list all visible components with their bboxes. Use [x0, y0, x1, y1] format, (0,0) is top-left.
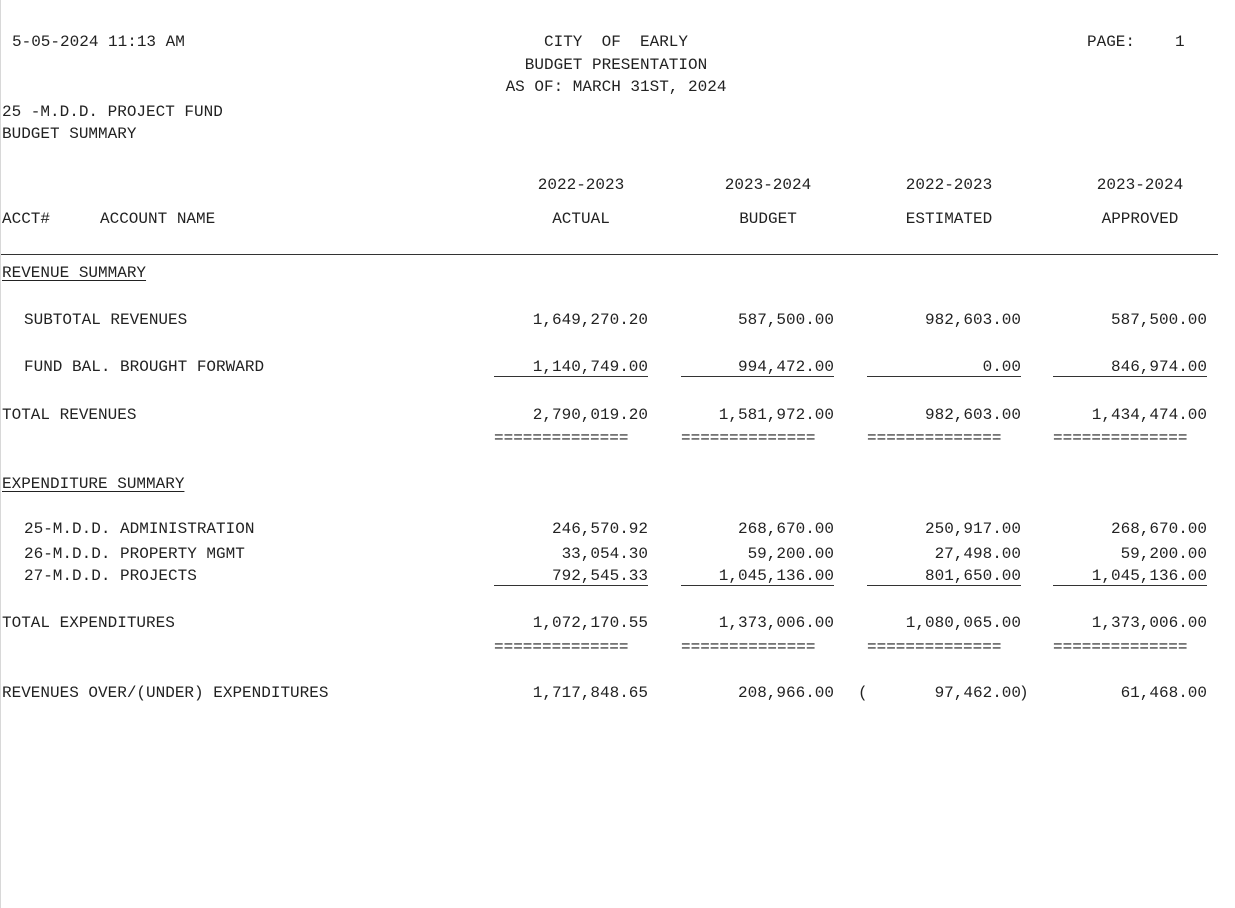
- total-revenues-approved: 1,434,474.00: [1091, 406, 1207, 424]
- budget-summary-label: BUDGET SUMMARY: [2, 125, 137, 143]
- expenditure-row-actual: 246,570.92: [551, 520, 648, 538]
- net-label: REVENUES OVER/(UNDER) EXPENDITURES: [2, 684, 329, 702]
- expenditure-row-approved: 268,670.00: [1110, 520, 1207, 538]
- total-revenues-double-rule: ==============: [494, 429, 629, 447]
- total-revenues-estimated: 982,603.00: [924, 406, 1021, 424]
- total-expenditures-label: TOTAL EXPENDITURES: [2, 614, 175, 632]
- expenditure-row-approved: 1,045,136.00: [1053, 566, 1207, 586]
- subtotal-revenues-estimated: 982,603.00: [924, 311, 1021, 329]
- expenditure-row-budget: 1,045,136.00: [681, 566, 834, 586]
- column-year-approved: 2023-2024: [1096, 176, 1184, 194]
- page-number: 1: [1175, 33, 1185, 51]
- total-expenditures-budget: 1,373,006.00: [718, 614, 834, 632]
- column-year-estimated: 2022-2023: [905, 176, 993, 194]
- fund-balance-label: FUND BAL. BROUGHT FORWARD: [24, 358, 265, 376]
- header-divider: [1, 254, 1218, 255]
- net-estimated-close-paren: ): [1019, 684, 1029, 702]
- total-expenditures-double-rule: ==============: [867, 638, 1002, 656]
- fund-balance-budget: 994,472.00: [681, 357, 834, 377]
- total-revenues-double-rule: ==============: [681, 429, 816, 447]
- expenditure-row-label: 25-M.D.D. ADMINISTRATION: [24, 520, 255, 538]
- net-actual: 1,717,848.65: [532, 684, 648, 702]
- fund-balance-approved: 846,974.00: [1053, 357, 1207, 377]
- expenditure-row-budget: 268,670.00: [737, 520, 834, 538]
- column-year-actual: 2022-2023: [537, 176, 625, 194]
- total-revenues-double-rule: ==============: [867, 429, 1002, 447]
- expenditure-row-approved: 59,200.00: [1120, 545, 1207, 563]
- total-revenues-budget: 1,581,972.00: [718, 406, 834, 424]
- expenditure-row-label: 26-M.D.D. PROPERTY MGMT: [24, 545, 245, 563]
- expenditure-row-label: 27-M.D.D. PROJECTS: [24, 567, 197, 585]
- column-account-name: ACCOUNT NAME: [100, 210, 216, 228]
- column-approved: APPROVED: [1101, 210, 1179, 228]
- subtotal-revenues-label: SUBTOTAL REVENUES: [24, 311, 188, 329]
- column-estimated: ESTIMATED: [905, 210, 993, 228]
- total-expenditures-double-rule: ==============: [494, 638, 629, 656]
- column-actual: ACTUAL: [552, 210, 610, 228]
- total-expenditures-approved: 1,373,006.00: [1091, 614, 1207, 632]
- net-estimated: 97,462.00: [934, 684, 1021, 702]
- net-approved: 61,468.00: [1120, 684, 1207, 702]
- fund-balance-estimated: 0.00: [867, 357, 1021, 377]
- column-budget: BUDGET: [739, 210, 797, 228]
- page-left-border: [0, 0, 1, 908]
- expenditure-row-actual: 792,545.33: [494, 566, 648, 586]
- expenditure-row-estimated: 801,650.00: [867, 566, 1021, 586]
- city-name: CITY OF EARLY: [543, 33, 689, 51]
- report-as-of-date: AS OF: MARCH 31ST, 2024: [505, 78, 727, 96]
- expenditure-row-budget: 59,200.00: [747, 545, 834, 563]
- expenditure-row-estimated: 250,917.00: [924, 520, 1021, 538]
- expenditure-row-actual: 33,054.30: [561, 545, 648, 563]
- total-revenues-label: TOTAL REVENUES: [2, 406, 137, 424]
- subtotal-revenues-budget: 587,500.00: [737, 311, 834, 329]
- net-estimated-open-paren: (: [858, 684, 868, 702]
- net-budget: 208,966.00: [737, 684, 834, 702]
- expenditure-section-title: EXPENDITURE SUMMARY: [2, 475, 185, 493]
- total-expenditures-actual: 1,072,170.55: [532, 614, 648, 632]
- report-datetime: 5-05-2024 11:13 AM: [12, 33, 185, 51]
- page-label: PAGE:: [1087, 33, 1136, 51]
- subtotal-revenues-actual: 1,649,270.20: [532, 311, 648, 329]
- fund-balance-actual: 1,140,749.00: [494, 357, 648, 377]
- expenditure-row-estimated: 27,498.00: [934, 545, 1021, 563]
- report-title: BUDGET PRESENTATION: [524, 56, 708, 74]
- total-revenues-double-rule: ==============: [1053, 429, 1188, 447]
- revenue-section-title: REVENUE SUMMARY: [2, 264, 147, 282]
- fund-name: 25 -M.D.D. PROJECT FUND: [2, 103, 223, 121]
- column-acct-number: ACCT#: [2, 210, 51, 228]
- total-revenues-actual: 2,790,019.20: [532, 406, 648, 424]
- total-expenditures-estimated: 1,080,065.00: [905, 614, 1021, 632]
- subtotal-revenues-approved: 587,500.00: [1110, 311, 1207, 329]
- column-year-budget: 2023-2024: [724, 176, 812, 194]
- total-expenditures-double-rule: ==============: [1053, 638, 1188, 656]
- total-expenditures-double-rule: ==============: [681, 638, 816, 656]
